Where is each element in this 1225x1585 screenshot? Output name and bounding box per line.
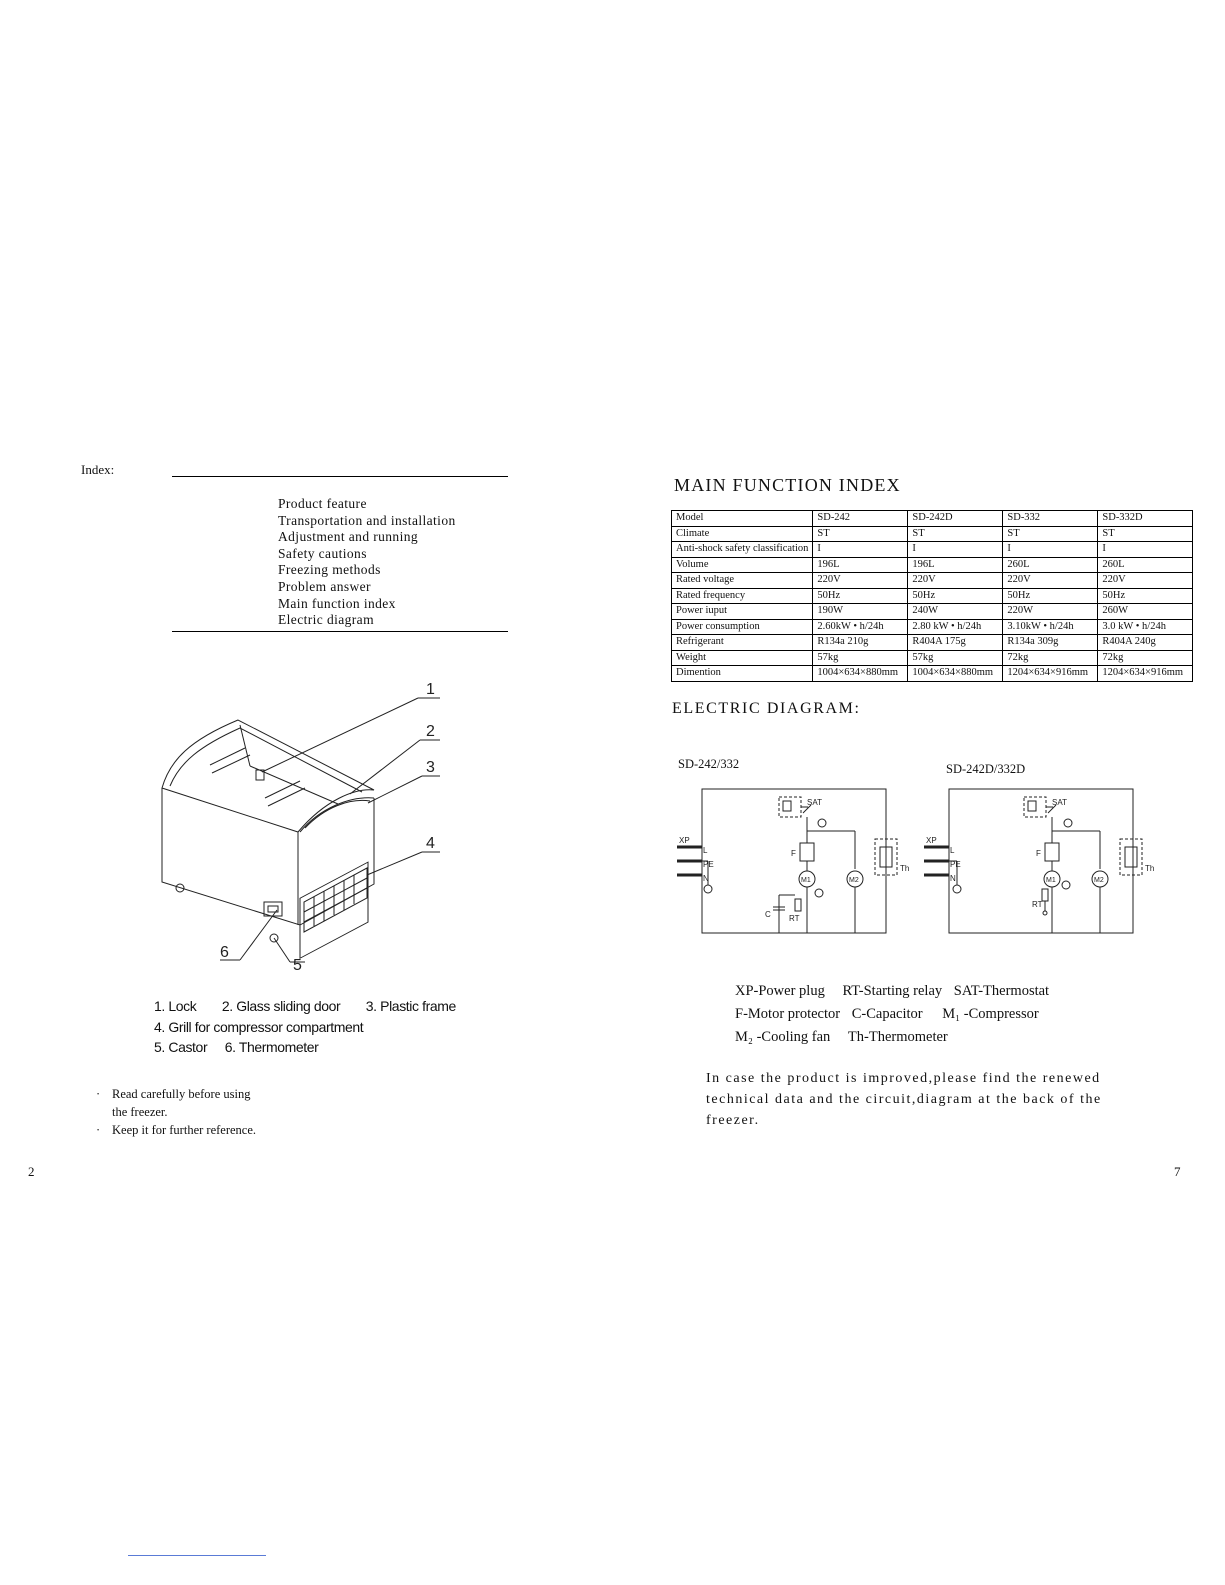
table-cell: 2.60kW • h/24h <box>813 619 908 635</box>
callout-3: 3 <box>426 759 435 776</box>
table-cell: 220W <box>1003 604 1098 620</box>
table-row <box>672 557 1193 573</box>
index-item[interactable]: Adjustment and running <box>278 529 419 545</box>
table-cell: I <box>813 542 908 558</box>
glass-lid <box>162 720 374 832</box>
table-cell: ST <box>813 526 908 542</box>
legend-thermometer: 6. Thermometer <box>224 1039 319 1055</box>
thermostat-icon <box>779 797 801 817</box>
table-row <box>672 635 1193 651</box>
notes <box>96 1085 256 1139</box>
bottom-link-line <box>128 1555 266 1556</box>
callout-2: 2 <box>426 723 435 740</box>
legend-c: C-Capacitor <box>851 1006 923 1022</box>
table-cell: 50Hz <box>1098 588 1193 604</box>
ground-icon <box>1062 881 1070 889</box>
label-n: N <box>703 874 709 883</box>
table-cell: 50Hz <box>1003 588 1098 604</box>
table-cell: R404A 240g <box>1098 635 1193 651</box>
label-n: N <box>950 874 956 883</box>
table-cell: 196L <box>813 557 908 573</box>
table-row-label: Weight <box>672 650 813 666</box>
table-row-label: Rated frequency <box>672 588 813 604</box>
table-row-label: Climate <box>672 526 813 542</box>
label-xp: XP <box>679 836 690 845</box>
table-cell: ST <box>1003 526 1098 542</box>
table-row <box>672 666 1193 682</box>
label-m2: M2 <box>1094 877 1104 884</box>
electric-diagram-title: ELECTRIC DIAGRAM: <box>672 700 861 717</box>
table-cell: 2.80 kW • h/24h <box>908 619 1003 635</box>
table-row-label: Anti-shock safety classification <box>672 542 813 558</box>
table-cell: 220V <box>813 573 908 589</box>
table-cell: 72kg <box>1098 650 1193 666</box>
label-rt: RT <box>1032 900 1043 909</box>
table-cell: SD-332 <box>1003 511 1098 527</box>
table-cell: 72kg <box>1003 650 1098 666</box>
label-l: L <box>703 846 708 855</box>
table-cell: 196L <box>908 557 1003 573</box>
legend-glass-door: 2. Glass sliding door <box>221 998 341 1014</box>
ground-icon <box>953 885 961 893</box>
label-c: C <box>765 910 771 919</box>
circuit-diagram-a <box>675 783 915 935</box>
index-item[interactable]: Main function index <box>278 595 396 611</box>
ground-icon <box>704 885 712 893</box>
table-header-row <box>672 511 1193 527</box>
index-item[interactable]: Transportation and installation <box>278 512 456 528</box>
table-cell: 260L <box>1098 557 1193 573</box>
table-cell: 1004×634×880mm <box>813 666 908 682</box>
motor-protector-icon <box>800 843 814 861</box>
table-cell: 3.0 kW • h/24h <box>1098 619 1193 635</box>
label-pe: PE <box>703 860 714 869</box>
label-m1: M1 <box>1046 877 1056 884</box>
callout-4: 4 <box>426 835 435 852</box>
page-number-left: 2 <box>28 1164 35 1179</box>
table-cell: 260L <box>1003 557 1098 573</box>
table-cell: 220V <box>1098 573 1193 589</box>
legend-th: Th-Thermometer <box>847 1029 948 1045</box>
legend-castor: 5. Castor <box>154 1039 208 1055</box>
motor-protector-icon <box>1045 843 1059 861</box>
index-bottom-rule <box>172 631 508 632</box>
label-rt: RT <box>789 914 800 923</box>
table-cell: R134a 309g <box>1003 635 1098 651</box>
callout-5: 5 <box>293 957 302 974</box>
table-row-label: Power consumption <box>672 619 813 635</box>
label-pe: PE <box>950 860 961 869</box>
note-read-line1: Read carefully before using <box>112 1087 251 1101</box>
label-f: F <box>791 849 796 858</box>
notice-paragraph: In case the product is improved,please find the renewed technical data and the circuit,diagram at the back of the freezer. <box>706 1071 1102 1128</box>
table-row-label: Dimention <box>672 666 813 682</box>
table-cell: SD-242 <box>813 511 908 527</box>
legend-xp: XP-Power plug <box>735 983 825 999</box>
label-sat: SAT <box>807 798 822 807</box>
ground-icon <box>818 819 826 827</box>
table-cell: I <box>1098 542 1193 558</box>
table-cell: R404A 175g <box>908 635 1003 651</box>
table-cell: 220V <box>1003 573 1098 589</box>
index-item[interactable]: Freezing methods <box>278 562 381 578</box>
index-item[interactable]: Safety cautions <box>278 545 367 561</box>
table-cell: ST <box>1098 526 1193 542</box>
table-cell: 240W <box>908 604 1003 620</box>
legend-grill: 4. Grill for compressor compartment <box>154 1018 364 1035</box>
table-row <box>672 573 1193 589</box>
table-row-label: Volume <box>672 557 813 573</box>
bullet: · <box>96 1123 101 1137</box>
index-item[interactable]: Product feature <box>278 496 367 511</box>
legend-plastic-frame: 3. Plastic frame <box>365 998 456 1014</box>
thermostat-icon <box>1024 797 1046 817</box>
label-l: L <box>950 846 955 855</box>
legend-rt: RT-Starting relay <box>842 983 943 999</box>
legend-m1: M₁ -Compressor <box>942 1006 1039 1022</box>
bullet: · <box>96 1087 101 1101</box>
starting-relay-icon <box>1042 889 1048 901</box>
spec-table <box>671 510 1193 682</box>
table-cell: I <box>1003 542 1098 558</box>
label-th: Th <box>1145 864 1155 873</box>
table-row <box>672 619 1193 635</box>
table-cell: ST <box>908 526 1003 542</box>
note-read-line2: the freezer. <box>112 1105 168 1119</box>
diagram-a-label: SD-242/332 <box>678 757 740 771</box>
ground-icon <box>1064 819 1072 827</box>
table-cell: 260W <box>1098 604 1193 620</box>
thermometer-icon <box>264 902 282 916</box>
table-cell: SD-332D <box>1098 511 1193 527</box>
table-cell: 220V <box>908 573 1003 589</box>
legend-f: F-Motor protector <box>735 1006 841 1022</box>
table-cell: SD-242D <box>908 511 1003 527</box>
table-row <box>672 588 1193 604</box>
thermometer-icon <box>1120 839 1142 875</box>
table-cell: 1204×634×916mm <box>1098 666 1193 682</box>
table-row <box>672 650 1193 666</box>
table-cell: 50Hz <box>908 588 1003 604</box>
electric-legend <box>735 980 1049 1049</box>
table-cell: I <box>908 542 1003 558</box>
table-cell: 1204×634×916mm <box>1003 666 1098 682</box>
callout-6: 6 <box>220 944 229 961</box>
callout-1: 1 <box>426 681 435 698</box>
table-row <box>672 604 1193 620</box>
table-row-label: Rated voltage <box>672 573 813 589</box>
table-row <box>672 526 1193 542</box>
index-item[interactable]: Electric diagram <box>278 612 374 628</box>
legend-sat: SAT-Thermostat <box>953 983 1050 999</box>
label-xp: XP <box>926 836 937 845</box>
index-top-rule <box>172 476 508 477</box>
table-cell: R134a 210g <box>813 635 908 651</box>
table-row <box>672 542 1193 558</box>
index-list <box>278 496 456 629</box>
table-cell: 57kg <box>813 650 908 666</box>
circuit-diagram-b <box>922 783 1162 935</box>
table-cell: 57kg <box>908 650 1003 666</box>
freezer-body <box>162 788 374 925</box>
index-item[interactable]: Problem answer <box>278 578 371 594</box>
table-cell: 50Hz <box>813 588 908 604</box>
table-cell: 1004×634×880mm <box>908 666 1003 682</box>
table-cell: 3.10kW • h/24h <box>1003 619 1098 635</box>
diagram-b-label: SD-242D/332D <box>946 762 1026 776</box>
label-f: F <box>1036 849 1041 858</box>
main-function-index-title: MAIN FUNCTION INDEX <box>674 475 901 495</box>
ground-icon <box>815 889 823 897</box>
label-sat: SAT <box>1052 798 1067 807</box>
label-th: Th <box>900 864 910 873</box>
freezer-illustration <box>150 670 470 975</box>
table-row-label: Power iuput <box>672 604 813 620</box>
index-label: Index: <box>81 462 115 477</box>
legend-m2: M₂ -Cooling fan <box>735 1029 831 1045</box>
parts-legend <box>154 996 456 1058</box>
starting-relay-icon <box>795 899 801 911</box>
label-m1: M1 <box>801 877 811 884</box>
label-m2: M2 <box>849 877 859 884</box>
legend-lock: 1. Lock <box>154 998 197 1014</box>
note-keep: Keep it for further reference. <box>112 1123 257 1137</box>
table-row-label: Refrigerant <box>672 635 813 651</box>
table-cell: 190W <box>813 604 908 620</box>
page-number-right: 7 <box>1174 1164 1181 1179</box>
table-row-label: Model <box>672 511 813 527</box>
